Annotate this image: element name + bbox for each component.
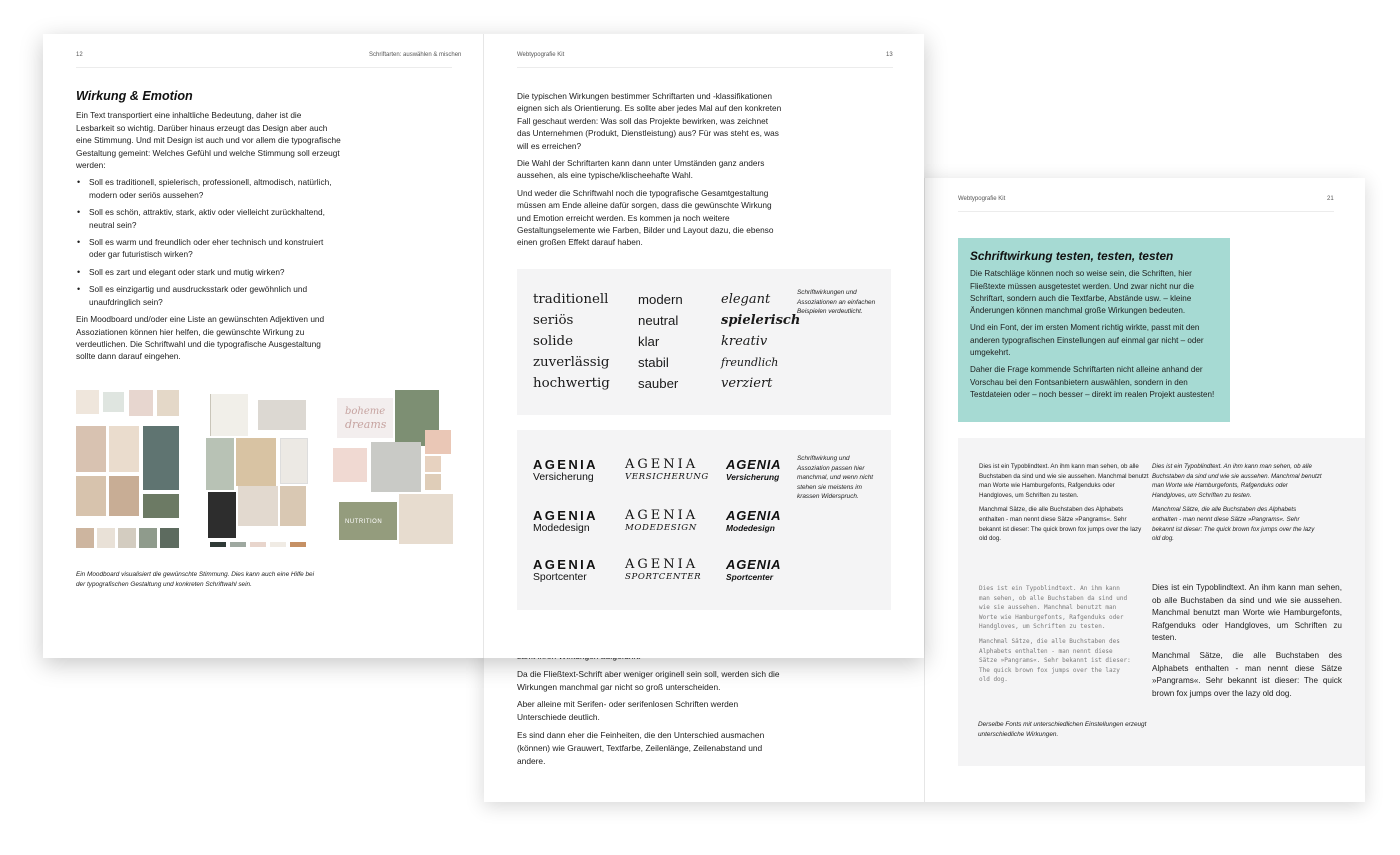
header-rule bbox=[958, 211, 1334, 212]
agenia-brand: AGENIA bbox=[533, 557, 598, 572]
font-word: verziert bbox=[721, 376, 773, 391]
agenia-brand: AGENIA bbox=[726, 457, 782, 472]
sample-bottom-left bbox=[979, 584, 1134, 690]
agenia-sample bbox=[726, 558, 781, 584]
list-item: • Soll es warm und freundlich oder eher technisch und konstruiert oder gar futuristisch wirken? bbox=[76, 236, 341, 261]
font-word: seriös bbox=[533, 313, 574, 328]
agenia-brand: AGENIA bbox=[726, 557, 782, 572]
list-item: • Soll es zart und elegant oder stark und mutig wirken? bbox=[76, 266, 341, 278]
font-word: elegant bbox=[721, 292, 771, 307]
sample-top-right bbox=[1152, 462, 1322, 549]
font-word: stabil bbox=[638, 355, 669, 370]
intro-paragraph: Ein Text transportiert eine inhaltliche Bedeutung, daher ist die Lesbarkeit so wichtig. Darüber hinaus erzeugt das Design aber auch eine Stimmung. Und mit Design ist auch und vor allem die typografische Gestaltung gemeint: Welches Gefühl und welche Stimmung soll erzeugt werden: bbox=[76, 110, 341, 171]
back-left-paragraph: Aber alleine mit Serifen- oder serifenlosen Schriften werden Unterschiede deutlich. bbox=[517, 699, 739, 723]
agenia-subline: Versicherung bbox=[726, 472, 780, 482]
agenia-sample bbox=[625, 509, 698, 535]
moodboard-image-3 bbox=[333, 390, 453, 548]
sample-text: Manchmal Sätze, die alle Buchstaben des Alphabets enthalten - man nennt diese Sätze »Pangrams«. Sehr bekannt ist dieser: The quick brown fox jumps over the lazy old dog. bbox=[979, 637, 1131, 684]
back-left-text bbox=[517, 650, 787, 772]
agenia-caption: Schriftwirkung und Assoziation passen hier manchmal, und wenn nicht stehen sie meistens im krassen Widerspruch. bbox=[797, 455, 874, 500]
agenia-sample bbox=[625, 458, 709, 484]
right-page-body bbox=[517, 90, 782, 254]
font-word: kreativ bbox=[721, 334, 768, 349]
agenia-subline: Modedesign bbox=[533, 523, 590, 534]
font-word: zuverlässig bbox=[533, 355, 610, 370]
header-rule bbox=[517, 67, 893, 68]
back-left-paragraph: Es sind dann eher die Feinheiten, die den Unterschied ausmachen (können) wie Grauwert, Textfarbe, Zeilenlänge, Zeilenabstand und andere. bbox=[517, 729, 765, 766]
page-number: 13 bbox=[886, 52, 893, 58]
callout-paragraph: Die Ratschläge können noch so weise sein, die Schriften, hier Fließtexte müssen ausgetestet werden. Und zwar nicht nur die Schriftart, sondern auch die Textfarbe, Abstände usw. – kleine Änderungen können manchmal große Wirkungen bedeuten. bbox=[970, 269, 1195, 316]
question-list bbox=[76, 176, 341, 308]
sample-bottom-right bbox=[1152, 582, 1342, 705]
agenia-subline: MODEDESIGN bbox=[625, 523, 697, 533]
moodboard-word-dreams: dreams bbox=[345, 418, 387, 431]
font-words-panel bbox=[517, 269, 891, 415]
agenia-subline: Sportcenter bbox=[726, 572, 774, 582]
font-word: sauber bbox=[638, 376, 679, 391]
running-head-title: Webtypografie Kit bbox=[517, 52, 565, 58]
sample-panel bbox=[958, 438, 1365, 766]
page-number: 12 bbox=[76, 52, 83, 58]
agenia-subline: Sportcenter bbox=[533, 572, 587, 583]
sample-top-left bbox=[979, 462, 1149, 549]
sample-text: Manchmal Sätze, die alle Buchstaben des Alphabets enthalten - man nennt diese Sätze »Pangrams«. Sehr bekannt ist dieser: The quick brown fox jumps over the lazy old dog. bbox=[1152, 650, 1342, 698]
agenia-sample bbox=[726, 509, 781, 535]
font-word: solide bbox=[533, 334, 573, 349]
moodboard-image-1 bbox=[76, 390, 179, 548]
font-words-caption: Schriftwirkungen und Assoziationen an einfachen Beispielen verdeutlicht. bbox=[797, 289, 876, 315]
font-word: traditionell bbox=[533, 292, 609, 307]
agenia-brand: AGENIA bbox=[625, 557, 699, 572]
agenia-sample bbox=[533, 509, 598, 535]
moodboard-word-nutrition: NUTRITION bbox=[345, 519, 383, 525]
font-word: freundlich bbox=[721, 356, 779, 369]
sample-text: Dies ist ein Typoblindtext. An ihm kann man sehen, ob alle Buchstaben da sind und wie sie aussehen. Manchmal benutzt man Worte wie Hamburgefonts, Rafgenduks oder Handgloves, um Schriften zu testen. bbox=[1152, 463, 1322, 499]
sample-text: Dies ist ein Typoblindtext. An ihm kann man sehen, ob alle Buchstaben da sind und wie sie aussehen. Manchmal benutzt man Worte wie Hamburgefonts, Rafgenduks oder Handgloves, um Schriften zu testen. bbox=[979, 585, 1128, 631]
agenia-brand: AGENIA bbox=[625, 457, 699, 472]
page-number: 21 bbox=[1327, 196, 1334, 202]
outro-paragraph: Ein Moodboard und/oder eine Liste an gewünschten Adjektiven und Assoziationen können hier helfen, die gewünschte Wirkung zu verdeutlichen. Die Schriftwahl und die typografische Ausgestaltung sollte dann darauf eingehen. bbox=[76, 314, 325, 362]
agenia-brand: AGENIA bbox=[533, 457, 598, 472]
agenia-sample bbox=[533, 558, 598, 584]
agenia-subline: Modedesign bbox=[726, 523, 775, 533]
moodboard-word-boheme: boheme bbox=[345, 406, 386, 417]
agenia-brand: AGENIA bbox=[625, 508, 699, 523]
font-word: klar bbox=[638, 334, 660, 349]
agenia-subline: VERSICHERUNG bbox=[625, 472, 709, 482]
font-word: hochwertig bbox=[533, 376, 610, 391]
sample-text: Dies ist ein Typoblindtext. An ihm kann man sehen, ob alle Buchstaben da sind und wie sie aussehen. Manchmal benutzt man Worte wie Hamburgefonts, Rafgenduks oder Handgloves, um Schriften zu testen. bbox=[1152, 583, 1342, 643]
agenia-sample bbox=[625, 558, 701, 584]
sample-caption: Derselbe Fonts mit unterschiedlichen Einstellungen erzeugt unterschiedliche Wirkungen. bbox=[978, 721, 1147, 738]
running-head-title: Webtypografie Kit bbox=[958, 196, 1006, 202]
running-head-title: Schriftarten: auswählen & mischen bbox=[369, 52, 462, 58]
script-word-column bbox=[721, 289, 800, 394]
list-item: • Soll es schön, attraktiv, stark, aktiv oder vielleicht zurückhaltend, neutral sein? bbox=[76, 206, 341, 231]
agenia-brand: AGENIA bbox=[726, 508, 782, 523]
sample-text: Manchmal Sätze, die alle Buchstaben des Alphabets enthalten - man nennt diese Sätze »Pangrams«. Sehr bekannt ist dieser: The quick brown fox jumps over the lazy old dog. bbox=[1152, 506, 1315, 543]
serif-word-column bbox=[533, 289, 610, 394]
moodboard-caption: Ein Moodboard visualisiert die gewünschte Stimmung. Dies kann auch eine Hilfe bei der typografischen Gestaltung und konkreten Schriftwahl sein. bbox=[76, 571, 315, 588]
body-paragraph: Und weder die Schriftwahl noch die typografische Gesamtgestaltung müssen am Ende alleine dafür sorgen, dass die gewünschte Wirkung und Emotion erreicht werden. Es kommen ja noch weitere Gestaltungselemente wie Farben, Bilder und Layout dazu, die ebenso einen großen Effekt darauf haben. bbox=[517, 187, 774, 248]
agenia-sample bbox=[533, 458, 598, 484]
header-rule bbox=[76, 67, 452, 68]
back-spread-gutter bbox=[924, 178, 925, 802]
body-paragraph: Die typischen Wirkungen bestimmer Schriftarten und -klassifikationen eignen sich als Orientierung. Es sollte aber jedes Mal auf den konkreten Fall geschaut werden: Was soll das Projekte bewirken, was zeichnet das Unternehmen (Produkt, Dienstleistung) aus? Für was steht es, was will es erreichen? bbox=[517, 91, 782, 151]
font-word: modern bbox=[638, 292, 683, 307]
list-item: • Soll es einzigartig und ausdrucksstark oder gewöhnlich und unaufdringlich sein? bbox=[76, 283, 341, 308]
back-left-paragraph: Da die Fließtext-Schrift aber weniger originell sein soll, werden sich die Wirkungen manchmal gar nicht so groß unterscheiden. bbox=[517, 668, 780, 692]
list-item: • Soll es traditionell, spielerisch, professionell, altmodisch, natürlich, modern oder seriös aussehen? bbox=[76, 176, 341, 201]
sans-word-column bbox=[638, 289, 683, 394]
left-page-body bbox=[76, 90, 341, 368]
agenia-sample bbox=[726, 458, 781, 484]
sample-text: Dies ist ein Typoblindtext. An ihm kann man sehen, ob alle Buchstaben da sind und wie sie aussehen. Manchmal benutzt man Worte wie Hamburgefonts, Rafgenduks oder Handgloves, um Schriften zu testen. bbox=[979, 463, 1149, 499]
callout-paragraph: Und ein Font, der im ersten Moment richtig wirkte, passt mit den anderen typografischen Einstellungen auf einmal gar nicht – oder umgekehrt. bbox=[970, 323, 1204, 358]
font-word: neutral bbox=[638, 313, 679, 328]
teal-callout-box bbox=[958, 238, 1230, 422]
sample-text: Manchmal Sätze, die alle Buchstaben des Alphabets enthalten - man nennt diese Sätze »Pangrams«. Sehr bekannt ist dieser: The quick brown fox jumps over the lazy old dog. bbox=[979, 506, 1142, 543]
front-spread-gutter bbox=[483, 34, 484, 658]
callout-paragraph: Daher die Frage kommende Schriftarten nicht alleine anhand der Vorschau bei den Fontsanbietern auswählen, sondern in den Testdateien oder – noch besser – direkt im realen Projekt austesten! bbox=[970, 365, 1215, 399]
agenia-subline: Versicherung bbox=[533, 472, 594, 483]
moodboard-image-2 bbox=[206, 390, 308, 548]
agenia-subline: SPORTCENTER bbox=[625, 572, 702, 582]
agenia-brand: AGENIA bbox=[533, 508, 598, 523]
body-paragraph: Die Wahl der Schriftarten kann dann unter Umständen ganz anders aussehen, als eine typische/klischeehafte Wahl. bbox=[517, 158, 765, 181]
section-heading: Wirkung & Emotion bbox=[76, 89, 193, 103]
callout-heading: Schriftwirkung testen, testen, testen bbox=[970, 249, 1174, 263]
font-word: spielerisch bbox=[721, 313, 801, 328]
agenia-panel bbox=[517, 430, 891, 610]
front-spread bbox=[43, 34, 924, 658]
